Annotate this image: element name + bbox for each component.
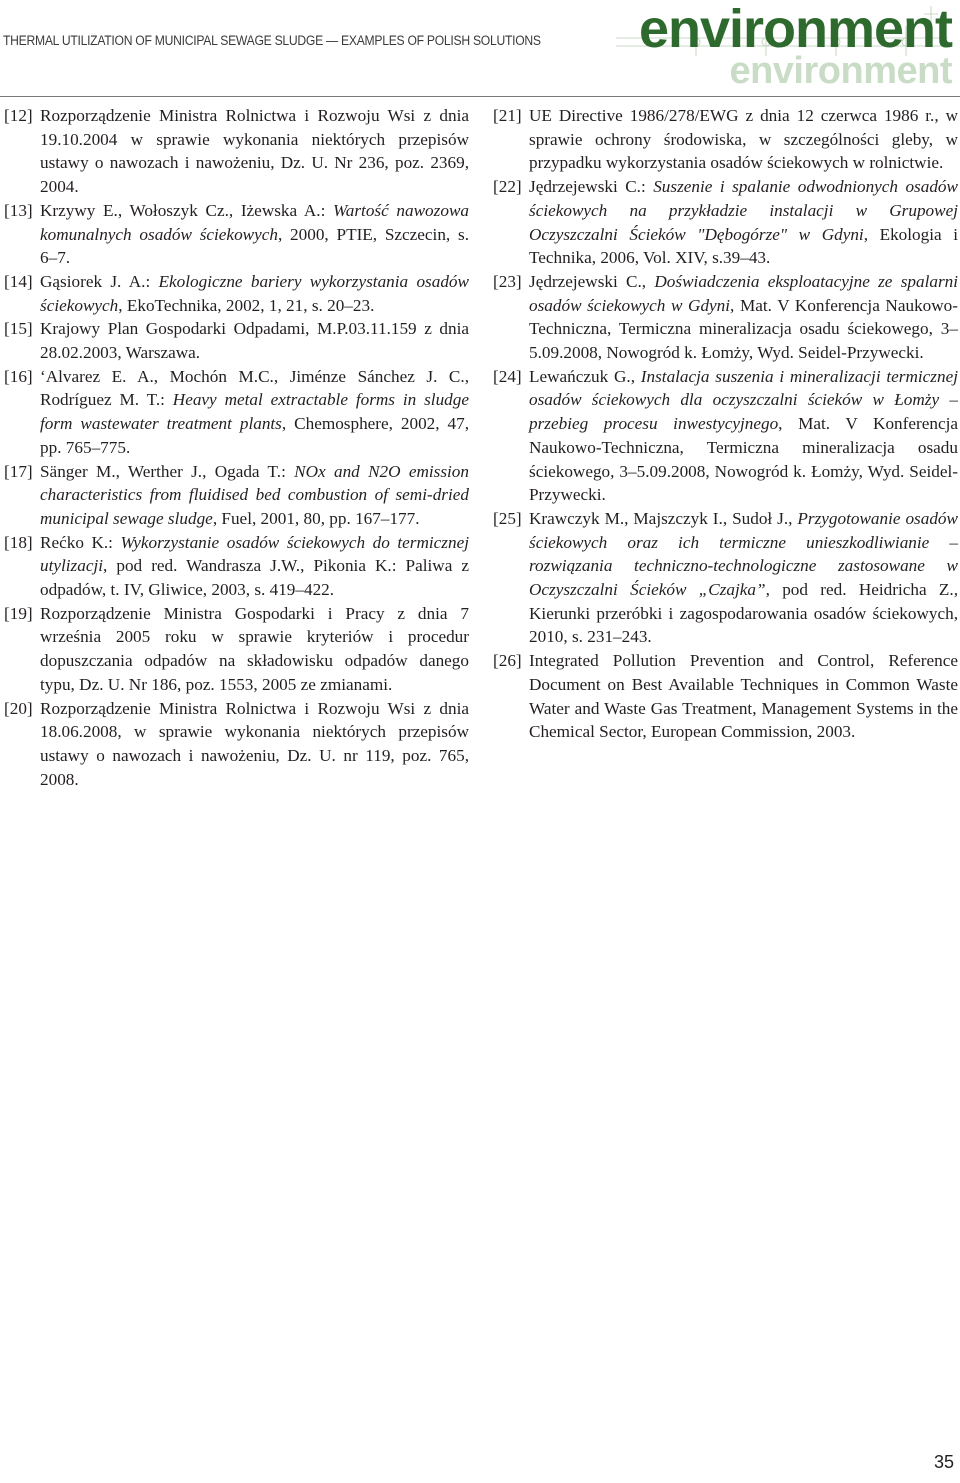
reference-item: [23] Jędrzejewski C., Doświadczenia eksploatacyjne ze spalarni osadów ściekowych w Gdyni, Mat. V Konferencja Naukowo-Techniczna, Termiczna mineralizacja osadu ściekowego, 3–5.09.2008, Nowogród k. Łomży, Wyd. Seidel-Przywecki. bbox=[493, 271, 959, 363]
page-number: 35 bbox=[933, 1452, 954, 1472]
reference-item: [21] UE Directive 1986/278/EWG z dnia 12 czerwca 1986 r., w sprawie ochrony środowiska, w szczególności gleby, w przypadku wykorzystania osadów ściekowych w rolnictwie. bbox=[493, 106, 958, 173]
reference-item: [22] Jędrzejewski C.: Suszenie i spalanie odwodnionych osadów ściekowych na przykładzie instalacji w Grupowej Oczyszczalni Ścieków "Dębogórze" w Gdyni, Ekologia i Technika, 2006, Vol. XIV, s.39–43. bbox=[493, 177, 958, 268]
reference-item: [13] Krzywy E., Wołoszyk Cz., Iżewska A.: Wartość nawozowa komunalnych osadów ściekowych, 2000, PTIE, Szczecin, s. 6–7. bbox=[4, 200, 469, 268]
logo-shadow-text: environment bbox=[729, 50, 952, 92]
reference-item: [25] Krawczyk M., Majszczyk I., Sudoł J., Przygotowanie osadów ściekowych oraz ich termiczne unieszkodliwianie – rozwiązania techniczno-technologiczne zastosowane w Oczyszczalni Ścieków „Czajka”, pod red. Heidricha Z., Kierunki przeróbki i zagospodarowania osadów ściekowych, 2010, s. 231–243. bbox=[493, 508, 958, 647]
running-title: THERMAL UTILIZATION OF MUNICIPAL SEWAGE SLUDGE — EXAMPLES OF POLISH SOLUTIONS bbox=[3, 33, 541, 48]
reference-item: [24] Lewańczuk G., Instalacja suszenia i mineralizacji termicznej osadów ściekowych dla oczyszczalni ścieków w Łomży – przebieg procesu inwestycyjnego, Mat. V Konferencja Naukowo-Techniczna, Termiczna mineralizacja osadu ściekowego, 3–5.09.2008, Nowogród k. Łomży, Wyd. Seidel-Przywecki. bbox=[493, 366, 958, 505]
reference-item: [12] Rozporządzenie Ministra Rolnictwa i Rozwoju Wsi z dnia 19.10.2004 w sprawie wykonania niektórych przepisów ustawy o nawozach i nawożeniu, Dz. U. Nr 236, poz. 2369, 2004. bbox=[4, 106, 469, 197]
reference-item: [17] Sänger M., Werther J., Ogada T.: NOx and N2O emission characteristics from fluidised bed combustion of semi-dried municipal sewage sludge, Fuel, 2001, 80, pp. 167–177. bbox=[4, 461, 469, 528]
reference-item: [20] Rozporządzenie Ministra Rolnictwa i Rozwoju Wsi z dnia 18.06.2008, w sprawie wykonania niektórych przepisów ustawy o nawozach i nawożeniu, Dz. U. nr 119, poz. 765, 2008. bbox=[4, 698, 469, 789]
reference-item: [19] Rozporządzenie Ministra Gospodarki i Pracy z dnia 7 września 2005 roku w sprawie kryteriów i procedur dopuszczania odpadów na składowisku odpadów danego typu, Dz. U. Nr 186, poz. 1553, 2005 ze zmianami. bbox=[4, 603, 469, 694]
reference-item: [15] Krajowy Plan Gospodarki Odpadami, M.P.03.11.159 z dnia 28.02.2003, Warszawa. bbox=[4, 319, 469, 363]
reference-item: [14] Gąsiorek J. A.: Ekologiczne bariery wykorzystania osadów ściekowych, EkoTechnika, 2002, 1, 21, s. 20–23. bbox=[4, 271, 469, 315]
references-left-column bbox=[4, 104, 469, 791]
reference-item: [26] Integrated Pollution Prevention and Control, Reference Document on Best Available Techniques in Common Waste Water and Waste Gas Treatment, Management Systems in the Chemical Sector, European Commission, 2003. bbox=[493, 651, 958, 742]
logo-text: environment bbox=[638, 0, 952, 59]
reference-item: [16] ‘Alvarez E. A., Mochón M.C., Jiménze Sánchez J. C., Rodríguez M. T.: Heavy metal extractable forms in sludge form wastewater treatment plants, Chemosphere, 2002, 47, pp. 765–775. bbox=[4, 366, 469, 457]
journal-logo bbox=[576, 0, 956, 92]
references-right-column bbox=[493, 104, 958, 744]
reference-item: [18] Rećko K.: Wykorzystanie osadów ściekowych do termicznej utylizacji, pod red. Wandrasza J.W., Pikonia K.: Paliwa z odpadów, t. IV, Gliwice, 2003, s. 419–422. bbox=[4, 532, 469, 600]
page-header bbox=[0, 0, 960, 97]
